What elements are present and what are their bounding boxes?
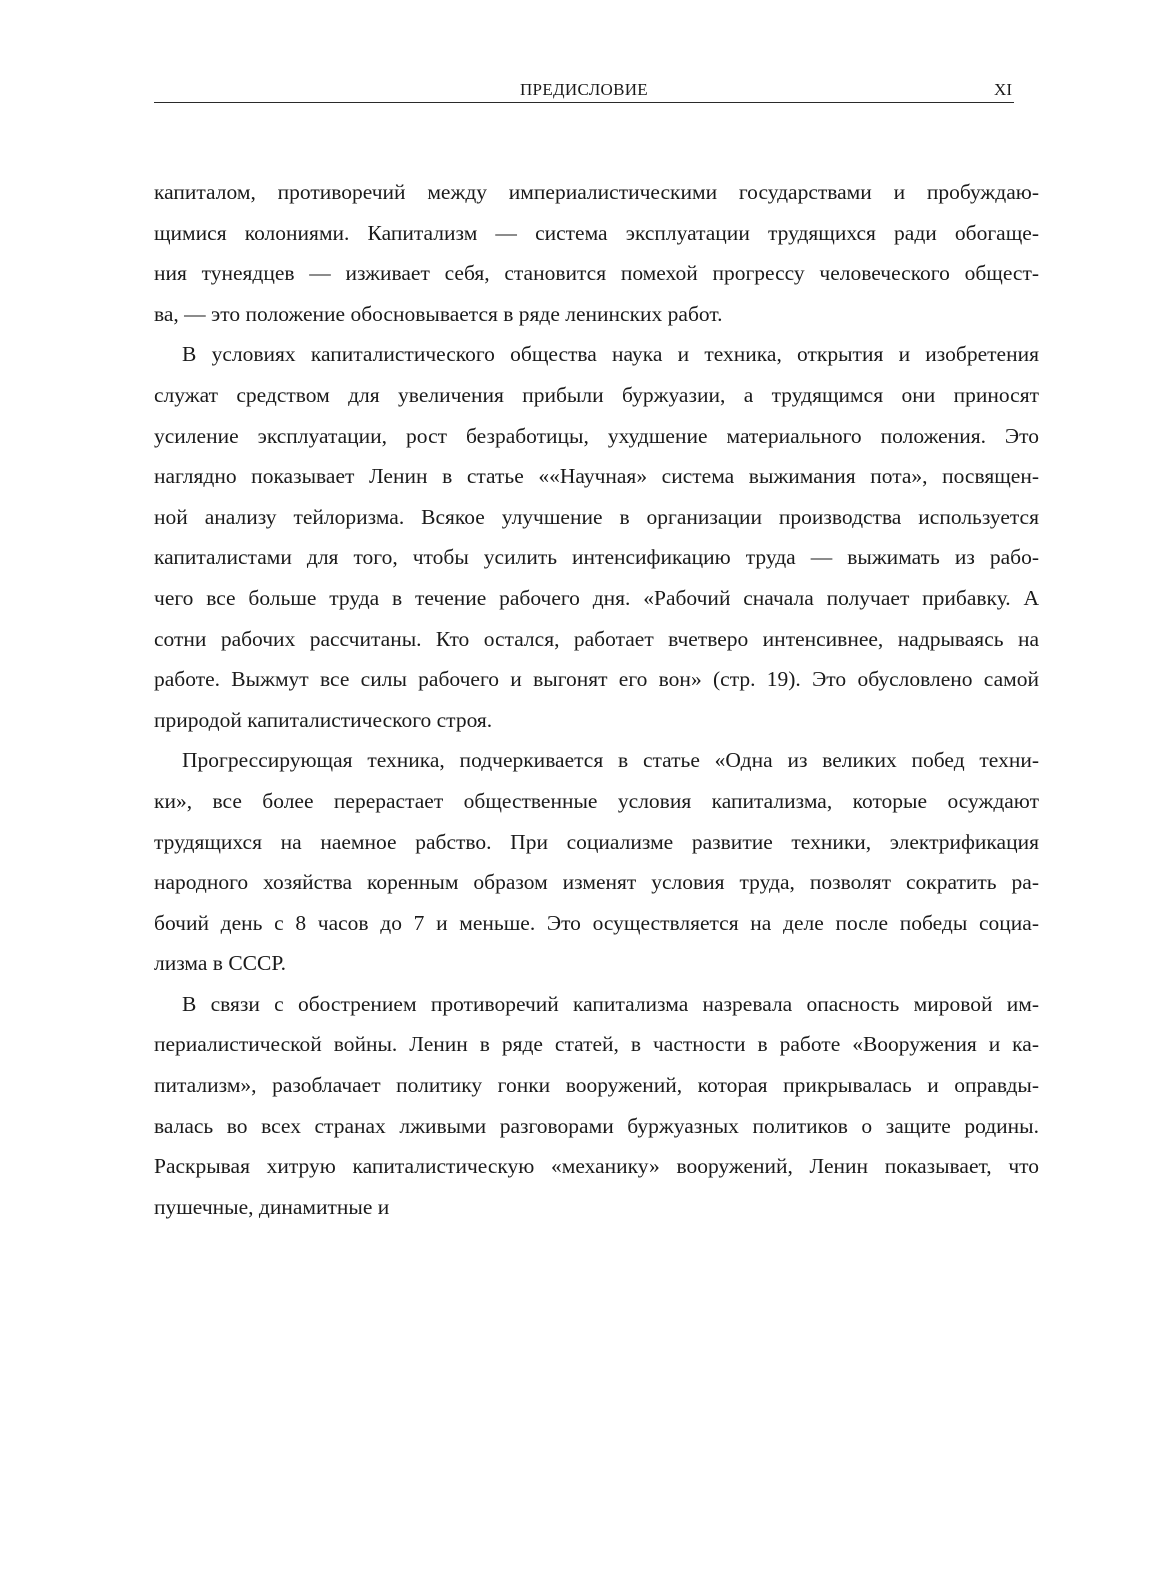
text-line: щимися колониями. Капитализм — система эксплуатации трудящихся ради обогаще- (154, 220, 1039, 245)
text-line: служат средством для увеличения прибыли буржуазии, а трудящимся они приносят (154, 382, 1039, 407)
text-line: В условиях капиталистического общества наука и техника, открытия и изобретения (182, 342, 1039, 367)
text-line: ния тунеядцев — изживает себя, становится помехой прогрессу человеческого общест- (154, 261, 1039, 286)
text-line: Прогрессирующая техника, подчеркивается в статье «Одна из великих побед техни- (182, 748, 1039, 773)
text-line: В связи с обострением противоречий капитализма назревала опасность мировой им- (182, 991, 1039, 1016)
paragraph-4 (154, 984, 1039, 1228)
paragraph-1 (154, 172, 1039, 334)
body-text (154, 172, 1039, 1227)
text-line: Раскрывая хитрую капиталистическую «механику» вооружений, Ленин показывает, что (154, 1154, 1039, 1179)
text-line: ной анализу тейлоризма. Всякое улучшение в организации производства используется (154, 504, 1039, 529)
text-line: пушечные, динамитные и (154, 1194, 390, 1219)
text-line: народного хозяйства коренным образом изменят условия труда, позволят сократить ра- (154, 870, 1039, 895)
text-line: наглядно показывает Ленин в статье ««Научная» система выжимания пота», посвящен- (154, 464, 1039, 489)
text-line: питализм», разоблачает политику гонки вооружений, которая прикрывалась и оправды- (154, 1073, 1039, 1098)
text-line: лизма в СССР. (154, 951, 286, 976)
text-line: сотни рабочих рассчитаны. Кто остался, работает вчетверо интенсивнее, надрываясь на (154, 626, 1039, 651)
paragraph-3 (154, 740, 1039, 984)
running-title: ПРЕДИСЛОВИЕ (519, 80, 648, 99)
text-line: периалистической войны. Ленин в ряде статей, в частности в работе «Вооружения и ка- (154, 1032, 1039, 1057)
text-line: бочий день с 8 часов до 7 и меньше. Это осуществляется на деле после победы социа- (154, 910, 1039, 935)
text-line: работе. Выжмут все силы рабочего и выгонят его вон» (стр. 19). Это обусловлено самой (154, 667, 1039, 692)
running-header (154, 78, 1014, 103)
text-line: капиталистами для того, чтобы усилить интенсификацию труда — выжимать из рабо- (154, 545, 1039, 570)
page-number: XI (994, 80, 1012, 99)
text-line: ва, — это положение обосновывается в ряде ленинских работ. (154, 301, 723, 326)
text-line: природой капиталистического строя. (154, 707, 493, 732)
paragraph-2 (154, 334, 1039, 740)
text-line: усиление эксплуатации, рост безработицы, ухудшение материального положения. Это (154, 423, 1039, 448)
text-line: трудящихся на наемное рабство. При социализме развитие техники, электрификация (154, 829, 1039, 854)
text-line: чего все больше труда в течение рабочего дня. «Рабочий сначала получает прибавку. А (154, 585, 1039, 610)
text-line: капиталом, противоречий между империалистическими государствами и пробуждаю- (154, 180, 1039, 204)
text-line: ки», все более перерастает общественные условия капитализма, которые осуждают (154, 788, 1039, 813)
text-line: валась во всех странах лживыми разговорами буржуазных политиков о защите родины. (154, 1113, 1039, 1138)
